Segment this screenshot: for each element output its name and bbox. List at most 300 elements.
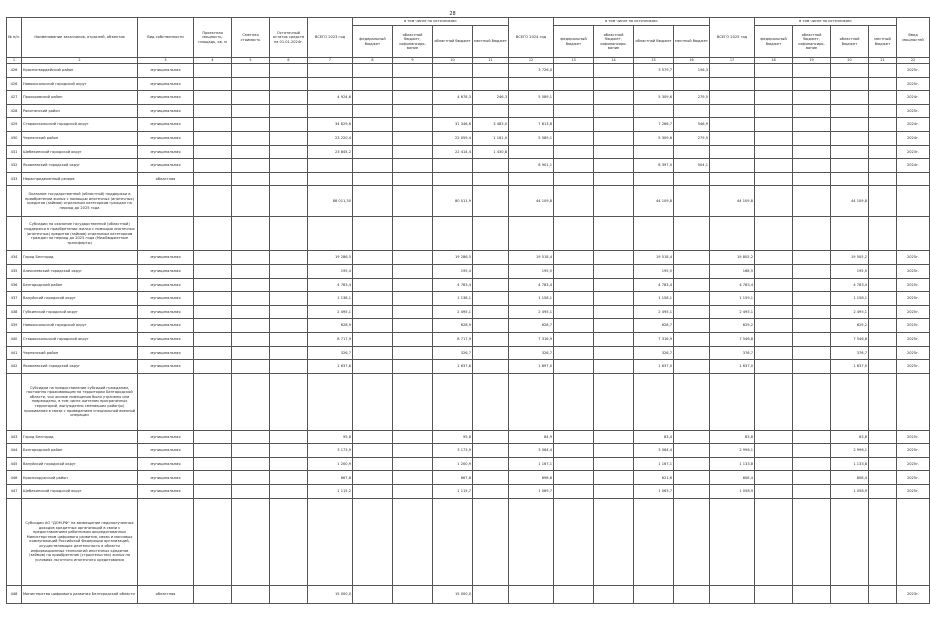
table-cell: 5 309,6 <box>634 91 674 105</box>
table-cell <box>433 373 473 430</box>
table-cell <box>897 172 930 186</box>
src-federal: федеральный бюджет <box>755 26 793 58</box>
table-cell: 4 783,4 <box>308 278 353 292</box>
table-cell: 1 133,8 <box>710 457 755 471</box>
table-cell <box>594 292 634 306</box>
src-regional: областной бюджет <box>831 26 869 58</box>
table-cell <box>869 77 897 91</box>
table-cell <box>270 332 308 346</box>
table-cell <box>674 498 710 585</box>
table-cell <box>674 217 710 251</box>
table-cell <box>473 457 509 471</box>
table-cell <box>194 585 232 603</box>
table-cell <box>270 77 308 91</box>
group-header-2025: в том числе по источникам: <box>755 18 897 26</box>
table-cell <box>194 159 232 173</box>
table-cell <box>831 145 869 159</box>
table-cell <box>473 264 509 278</box>
table-cell: 1 138,1 <box>433 292 473 306</box>
table-cell: 8 717,9 <box>433 332 473 346</box>
table-cell: муниципальная <box>138 159 194 173</box>
table-cell <box>232 131 270 145</box>
table-cell <box>473 186 509 217</box>
table-cell <box>473 346 509 360</box>
table-cell <box>594 346 634 360</box>
table-cell <box>869 159 897 173</box>
table-cell <box>710 131 755 145</box>
table-cell: 2025г. <box>897 278 930 292</box>
table-cell <box>393 131 433 145</box>
table-cell <box>232 91 270 105</box>
column-index: 15 <box>634 58 674 64</box>
table-cell <box>869 332 897 346</box>
table-cell <box>793 585 831 603</box>
table-cell: 4 783,4 <box>710 278 755 292</box>
table-cell <box>594 217 634 251</box>
column-index: 14 <box>594 58 634 64</box>
col-header-name: Наименование заказчиков, отраслей, объектов <box>22 18 138 58</box>
table-cell <box>473 498 509 585</box>
src-regional-cofin: областной бюджет, софинансиро-вание <box>594 26 634 58</box>
table-cell: 19 505,2 <box>831 251 869 265</box>
table-row <box>7 485 930 499</box>
table-row <box>7 104 930 118</box>
row-name-cell: Чернянский район <box>22 131 138 145</box>
table-cell: 2025г. <box>897 332 930 346</box>
table-cell <box>674 77 710 91</box>
table-cell <box>869 91 897 105</box>
table-cell: 3 579,7 <box>634 64 674 78</box>
table-cell <box>232 217 270 251</box>
row-name-cell: Нераспределенный резерв <box>22 172 138 186</box>
table-cell <box>594 305 634 319</box>
row-number-cell: 447 <box>7 485 22 499</box>
table-row <box>7 145 930 159</box>
table-cell <box>897 217 930 251</box>
table-cell <box>710 217 755 251</box>
column-index: 11 <box>473 58 509 64</box>
table-cell <box>353 104 393 118</box>
table-cell <box>232 104 270 118</box>
table-cell: 15 000,0 <box>433 585 473 603</box>
table-cell <box>755 118 793 132</box>
table-cell <box>232 373 270 430</box>
table-cell <box>509 172 554 186</box>
table-cell <box>674 145 710 159</box>
table-cell: 5 309,6 <box>634 131 674 145</box>
table-row <box>7 444 930 458</box>
table-cell: 1 897,0 <box>509 360 554 374</box>
table-cell <box>869 444 897 458</box>
table-cell: 2 495,1 <box>634 305 674 319</box>
table-cell <box>270 373 308 430</box>
budget-table <box>6 17 930 604</box>
table-cell <box>270 430 308 444</box>
row-name-cell: Город Белгород <box>22 251 138 265</box>
table-cell <box>869 145 897 159</box>
table-cell <box>473 332 509 346</box>
table-cell: областная <box>138 172 194 186</box>
src-regional-cofin: областной бюджет, софинансиро-вание <box>793 26 831 58</box>
col-header-estimate: Сметная стоимость <box>232 18 270 58</box>
table-cell <box>270 319 308 333</box>
table-cell: 1 158,1 <box>509 292 554 306</box>
table-cell <box>674 104 710 118</box>
row-name-cell: Субсидии АО "ДОМ.РФ" на возмещение недополученных доходов кредитных организаций в связи с предоставлением работникам аккредитованных Министерством цифрового развития, связи и массовых коммуникаций Российской Федерации организаций, осуществляющих деятельность в области информационных технологий ипотечных кредитов (займов) на приобретение (строительство) жилья на условиях льготного ипотечного кредитования <box>22 498 138 585</box>
table-cell <box>793 498 831 585</box>
table-cell <box>710 498 755 585</box>
table-cell: 1 637,0 <box>634 360 674 374</box>
row-name-cell: Алексеевский городской округ <box>22 264 138 278</box>
table-cell <box>594 145 634 159</box>
table-cell <box>353 444 393 458</box>
table-cell <box>831 131 869 145</box>
row-number-cell: 426 <box>7 77 22 91</box>
table-cell: 376,7 <box>710 346 755 360</box>
table-cell: 7 546,8 <box>831 332 869 346</box>
column-index: 2 <box>22 58 138 64</box>
row-number-cell: 426 <box>7 64 22 78</box>
table-cell <box>554 485 594 499</box>
row-number-cell: 433 <box>7 172 22 186</box>
table-cell <box>308 172 353 186</box>
table-cell <box>793 319 831 333</box>
table-cell: 808,4 <box>710 471 755 485</box>
table-cell <box>674 278 710 292</box>
table-cell: 621,6 <box>634 471 674 485</box>
table-cell <box>353 91 393 105</box>
table-cell <box>869 457 897 471</box>
table-cell: муниципальная <box>138 64 194 78</box>
table-row <box>7 159 930 173</box>
table-cell <box>869 373 897 430</box>
table-cell <box>509 373 554 430</box>
row-name-cell: Красногвардейский район <box>22 64 138 78</box>
row-number-cell: 428 <box>7 104 22 118</box>
table-cell <box>270 471 308 485</box>
table-cell <box>194 145 232 159</box>
table-cell <box>353 217 393 251</box>
table-cell <box>755 104 793 118</box>
row-name-cell: Яковлевский городской округ <box>22 159 138 173</box>
table-cell <box>473 319 509 333</box>
table-cell <box>270 278 308 292</box>
table-cell <box>869 485 897 499</box>
table-cell <box>674 251 710 265</box>
table-cell <box>594 264 634 278</box>
table-cell: 195,4 <box>433 264 473 278</box>
row-number-cell: 444 <box>7 444 22 458</box>
table-cell <box>554 217 594 251</box>
table-cell <box>353 360 393 374</box>
table-cell <box>831 159 869 173</box>
table-cell <box>194 360 232 374</box>
table-cell: 629,2 <box>831 319 869 333</box>
src-regional: областной бюджет <box>433 26 473 58</box>
table-cell <box>793 444 831 458</box>
table-cell <box>232 471 270 485</box>
table-row <box>7 292 930 306</box>
table-cell: 3 064,4 <box>634 444 674 458</box>
table-cell <box>755 332 793 346</box>
table-cell <box>232 264 270 278</box>
table-cell <box>353 278 393 292</box>
table-row <box>7 319 930 333</box>
table-cell <box>554 585 594 603</box>
table-cell: 4 783,4 <box>433 278 473 292</box>
table-cell: 1 200,9 <box>308 457 353 471</box>
table-cell <box>138 498 194 585</box>
table-cell: 1 161,0 <box>473 131 509 145</box>
table-cell <box>710 159 755 173</box>
table-cell <box>831 118 869 132</box>
table-cell <box>755 264 793 278</box>
table-row <box>7 131 930 145</box>
table-cell: 2 495,1 <box>509 305 554 319</box>
table-cell: 2024г. <box>897 118 930 132</box>
table-cell <box>674 471 710 485</box>
table-cell <box>793 471 831 485</box>
column-index: 9 <box>393 58 433 64</box>
table-cell <box>869 305 897 319</box>
table-cell <box>674 186 710 217</box>
table-cell <box>793 217 831 251</box>
table-cell <box>793 251 831 265</box>
col-header-num: № п/п. <box>7 18 22 58</box>
table-cell: 1 637,6 <box>308 360 353 374</box>
table-cell <box>554 430 594 444</box>
table-cell <box>755 457 793 471</box>
table-cell: муниципальная <box>138 131 194 145</box>
table-row <box>7 305 930 319</box>
table-cell <box>755 172 793 186</box>
row-number-cell: 429 <box>7 118 22 132</box>
table-cell: 2025г. <box>897 485 930 499</box>
col-header-total-2025: ВСЕГО 2025 год <box>710 18 755 58</box>
table-cell <box>554 457 594 471</box>
table-cell: 246,3 <box>473 91 509 105</box>
table-cell: 5 589,1 <box>509 131 554 145</box>
table-cell <box>270 585 308 603</box>
table-cell <box>674 346 710 360</box>
table-cell <box>793 430 831 444</box>
table-cell: 31 346,6 <box>433 118 473 132</box>
table-row <box>7 172 930 186</box>
table-cell <box>353 430 393 444</box>
table-cell: 23 845,2 <box>308 145 353 159</box>
table-cell: 629,2 <box>710 319 755 333</box>
table-cell <box>270 360 308 374</box>
table-cell <box>433 217 473 251</box>
table-cell <box>634 172 674 186</box>
table-cell <box>473 278 509 292</box>
table-cell: 80 011,9 <box>433 186 473 217</box>
row-name-cell: Валуйский городской округ <box>22 292 138 306</box>
table-cell <box>473 373 509 430</box>
table-cell <box>831 217 869 251</box>
table-cell <box>353 292 393 306</box>
table-cell <box>831 104 869 118</box>
table-cell <box>194 319 232 333</box>
table-cell: 88 011,30 <box>308 186 353 217</box>
table-cell <box>270 118 308 132</box>
column-index: 4 <box>194 58 232 64</box>
table-cell <box>353 498 393 585</box>
table-cell <box>793 159 831 173</box>
table-cell <box>554 264 594 278</box>
table-cell <box>353 346 393 360</box>
table-cell <box>594 104 634 118</box>
table-cell <box>755 77 793 91</box>
table-cell <box>509 217 554 251</box>
table-cell <box>353 332 393 346</box>
table-cell <box>232 305 270 319</box>
table-cell <box>232 186 270 217</box>
table-cell <box>194 264 232 278</box>
table-cell: 326,7 <box>308 346 353 360</box>
table-cell: 279,5 <box>674 91 710 105</box>
table-row <box>7 430 930 444</box>
table-cell <box>755 360 793 374</box>
table-cell: 2023г. <box>897 585 930 603</box>
table-cell: 23 220,4 <box>308 131 353 145</box>
table-cell <box>554 118 594 132</box>
table-cell <box>594 485 634 499</box>
table-cell <box>353 264 393 278</box>
table-cell <box>793 332 831 346</box>
table-cell <box>473 471 509 485</box>
table-cell: 19 805,2 <box>710 251 755 265</box>
table-cell <box>594 319 634 333</box>
table-cell: 95,8 <box>433 430 473 444</box>
table-cell <box>194 373 232 430</box>
table-row <box>7 360 930 374</box>
column-index: 7 <box>308 58 353 64</box>
table-cell <box>509 498 554 585</box>
table-cell: 867,8 <box>308 471 353 485</box>
row-number-cell: 436 <box>7 278 22 292</box>
table-cell <box>755 145 793 159</box>
table-row <box>7 77 930 91</box>
row-name-cell: Новооскольский городской округ <box>22 319 138 333</box>
table-cell: 2025г. <box>897 457 930 471</box>
table-cell: 4 783,4 <box>509 278 554 292</box>
table-cell <box>554 186 594 217</box>
table-cell <box>473 305 509 319</box>
table-cell <box>473 360 509 374</box>
table-cell <box>554 292 594 306</box>
table-cell <box>473 217 509 251</box>
table-cell <box>232 457 270 471</box>
row-name-cell: Губкинский городской округ <box>22 305 138 319</box>
table-cell: 1 637,0 <box>710 360 755 374</box>
table-cell <box>353 373 393 430</box>
table-cell <box>831 77 869 91</box>
table-cell: 1 158,1 <box>634 292 674 306</box>
row-name-cell: Яковлевский городской округ <box>22 360 138 374</box>
row-number-cell: 445 <box>7 457 22 471</box>
table-cell: 2 495,1 <box>710 305 755 319</box>
table-cell: 4 783,4 <box>831 278 869 292</box>
table-cell: 1 159,1 <box>710 292 755 306</box>
table-cell <box>554 145 594 159</box>
table-cell <box>194 305 232 319</box>
table-cell <box>138 217 194 251</box>
column-index: 10 <box>433 58 473 64</box>
table-cell <box>433 64 473 78</box>
table-cell <box>270 145 308 159</box>
row-name-cell: Белгородский район <box>22 444 138 458</box>
col-header-capacity: Проектная мощность, площадь, кв. м <box>194 18 232 58</box>
table-cell: 2025г. <box>897 430 930 444</box>
table-cell <box>674 305 710 319</box>
table-cell: 2024г. <box>897 91 930 105</box>
table-cell <box>393 64 433 78</box>
table-row <box>7 373 930 430</box>
column-index: 5 <box>232 58 270 64</box>
table-cell <box>353 457 393 471</box>
row-number-cell: 437 <box>7 292 22 306</box>
table-cell <box>194 131 232 145</box>
table-cell <box>232 159 270 173</box>
table-cell: 34 829,6 <box>308 118 353 132</box>
table-cell: муниципальная <box>138 471 194 485</box>
table-cell <box>270 292 308 306</box>
table-cell <box>353 145 393 159</box>
table-cell <box>473 251 509 265</box>
table-cell: 1 058,9 <box>831 485 869 499</box>
src-regional-cofin: областной бюджет, софинансиро-вание <box>393 26 433 58</box>
table-cell <box>594 471 634 485</box>
table-cell <box>674 444 710 458</box>
table-cell: муниципальная <box>138 145 194 159</box>
table-cell: муниципальная <box>138 278 194 292</box>
table-cell <box>194 172 232 186</box>
table-cell: муниципальная <box>138 118 194 132</box>
table-cell: 1 138,1 <box>308 292 353 306</box>
table-cell <box>755 305 793 319</box>
row-number-cell: 440 <box>7 332 22 346</box>
table-cell <box>270 498 308 585</box>
table-cell <box>869 471 897 485</box>
table-cell <box>831 91 869 105</box>
table-cell <box>869 264 897 278</box>
table-cell <box>393 485 433 499</box>
table-cell: 3 173,9 <box>308 444 353 458</box>
table-row <box>7 186 930 217</box>
table-cell <box>393 172 433 186</box>
col-header-commission: Ввод мощностей <box>897 18 930 58</box>
table-cell <box>270 104 308 118</box>
table-cell <box>793 360 831 374</box>
table-cell: 195,5 <box>509 264 554 278</box>
table-cell <box>674 332 710 346</box>
table-cell: 3 483,0 <box>473 118 509 132</box>
table-cell <box>869 346 897 360</box>
table-cell <box>755 485 793 499</box>
table-cell <box>634 498 674 585</box>
row-name-cell: Прохоровский район <box>22 91 138 105</box>
table-cell: 1 063,7 <box>634 485 674 499</box>
table-cell: 95,8 <box>308 430 353 444</box>
row-name-cell: Шебекинский городской округ <box>22 145 138 159</box>
table-cell <box>755 346 793 360</box>
table-row <box>7 332 930 346</box>
table-cell <box>433 77 473 91</box>
table-cell <box>594 278 634 292</box>
table-cell: 1 167,1 <box>634 457 674 471</box>
table-cell <box>353 172 393 186</box>
